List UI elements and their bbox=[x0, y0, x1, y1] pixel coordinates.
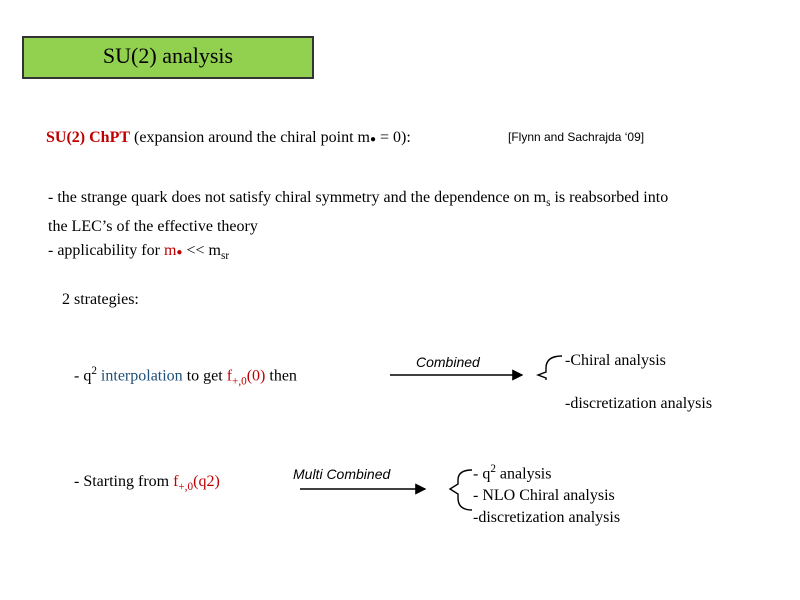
reference: [Flynn and Sachrajda ‘09] bbox=[508, 130, 645, 144]
outcome-chiral: -Chiral analysis bbox=[565, 352, 666, 369]
multi-combined-label: Multi Combined bbox=[293, 466, 391, 482]
bracket-strategy1 bbox=[538, 356, 562, 380]
su2-chpt-label: SU(2) ChPT bbox=[46, 129, 131, 146]
combined-label: Combined bbox=[416, 354, 480, 370]
strategies-label: 2 strategies: bbox=[62, 291, 139, 308]
body-line-2: the LEC’s of the effective theory bbox=[48, 218, 258, 236]
outcome-q2: - $q^2$ analysis bbox=[473, 463, 552, 483]
strategy1-text: - $q^2$ interpolation to get $f_{+,0}(0)$ then bbox=[74, 365, 297, 388]
strategy2-text: - Starting from $f_{+,0}(q2)$ bbox=[74, 473, 220, 494]
body-line-1: - the strange quark does not satisfy chiral symmetry and the dependence on $m_s$ is reabsorbed into bbox=[48, 189, 669, 210]
outcome-discretization-2: -discretization analysis bbox=[473, 509, 621, 527]
intro-text: (expansion around the chiral point m● = 0): bbox=[134, 129, 411, 146]
bracket-strategy2 bbox=[450, 470, 472, 510]
body-line-3: - applicability for m● << $m_{sr}$ bbox=[48, 242, 230, 263]
outcome-discretization: -discretization analysis bbox=[565, 395, 713, 412]
outcome-nlo: - NLO Chiral analysis bbox=[473, 487, 615, 505]
page-title: SU(2) analysis bbox=[102, 43, 234, 68]
ud-symbol: ● bbox=[369, 134, 376, 145]
